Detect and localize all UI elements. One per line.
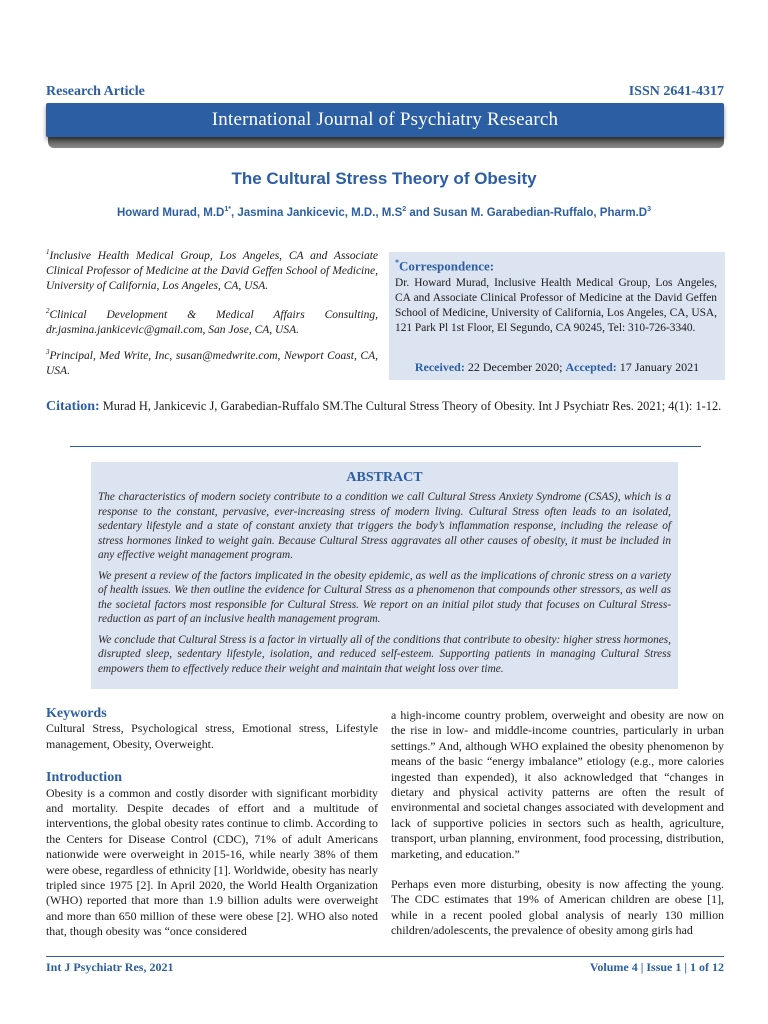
affiliation-3 (46, 345, 378, 379)
introduction-heading: Introduction (46, 770, 122, 786)
footer-journal: Int J Psychiatr Res, 2021 (46, 960, 174, 974)
footer-rule (46, 956, 724, 957)
abstract-paragraph-2: We present a review of the factors implicated in the obesity epidemic, as well as the implications of chronic stress on a variety of health issues. We then outline the evidence for Cultural Stress as a phenomenon that compounds other stressors, as well as the societal factors most responsible for Cultural Stress. We report on an initial pilot study that focuses on Cultural Stress-reduction as part of an inclusive health management program. (98, 569, 671, 625)
correspondence-heading-text: Correspondence: (399, 258, 495, 274)
author-separator: and (406, 206, 434, 219)
author-2-sup: 2 (402, 206, 407, 213)
journal-name: International Journal of Psychiatry Research (211, 109, 559, 130)
right-column (391, 708, 724, 939)
journal-banner (46, 103, 724, 137)
author-2: Jasmina Jankicevic, M.D., M.S (237, 206, 403, 219)
author-1-sup: 1* (224, 206, 231, 213)
affiliation-1 (46, 245, 378, 294)
keywords-heading: Keywords (46, 706, 107, 721)
introduction-text-right-1: a high-income country problem, overweight and obesity are now on the rise in low- and middle-income countries, particularly in urban settings.” And, although WHO explained the obesity phenomenon by means of the basic “energy imbalance” etiology (e.g., more calories ingested than expended), it also acknowledged that “changes in dietary and physical activity patterns are often the result of environmental and societal changes associated with development and lack of supportive policies in sectors such as health, agriculture, transport, urban planning, environment, food processing, distribution, marketing, and education.” (391, 708, 724, 861)
author-1: Howard Murad, M.D (116, 206, 225, 219)
correspondence-dates (389, 360, 725, 375)
affiliation-1-sup: 1 (46, 248, 50, 256)
issn: ISSN 2641-4317 (628, 84, 724, 99)
author-separator: , (230, 206, 238, 219)
author-3: Susan M. Garabedian-Ruffalo, Pharm.D (433, 206, 648, 219)
paper-title: The Cultural Stress Theory of Obesity (231, 169, 537, 188)
affiliation-3-sup: 3 (46, 348, 50, 356)
affiliation-2-text: Clinical Development & Medical Affairs Consulting, dr.jasmina.jankicevic@gmail.com, San Jose, CA, USA. (46, 308, 378, 336)
introduction-text-left: Obesity is a common and costly disorder with significant morbidity and mortality. Despite decades of effort and a multitude of interventions, the global obesity rates continue to climb. According to the Centers for Disease Control (CDC), 71% of adult Americans nationwide were overweight in 2015-16, while nearly 38% of them were obese, regardless of ethnicity [1]. Worldwide, obesity has nearly tripled since 1975 [2]. In April 2020, the World Health Organization (WHO) reported that more than 1.9 billion adults were overweight and more than 650 million of these were obese [2]. WHO also noted that, though obesity was “once considered (46, 785, 378, 939)
accepted-label: Accepted: (565, 360, 617, 374)
received-date: 22 December 2020; (467, 360, 563, 374)
correspondence-body: Dr. Howard Murad, Inclusive Health Medical Group, Los Angeles, CA and Associate Clinical Professor of Medicine at the David Geffen School of Medicine, University of California, Los Angeles, CA, USA, 121 Park Pl 1st Floor, El Segundo, CA 90245, Tel: 310-726-3340. (395, 277, 717, 335)
correspondence-sup: * (395, 258, 399, 267)
affiliation-2-sup: 2 (46, 307, 50, 315)
received-label: Received: (414, 360, 465, 374)
article-type: Research Article (46, 84, 145, 99)
citation-text: Murad H, Jankicevic J, Garabedian-Ruffalo SM.The Cultural Stress Theory of Obesity. Int J Psychiatr Res. 2021; 4(1): 1-12. (102, 399, 722, 413)
affiliation-3-text: Principal, Med Write, Inc, susan@medwrite.com, Newport Coast, CA, USA. (46, 349, 378, 377)
accepted-date: 17 January 2021 (619, 360, 700, 374)
introduction-text-right-2: Perhaps even more disturbing, obesity is now affecting the young. The CDC estimates that 19% of American children are obese [1], while in a recent pooled global analysis of nearly 130 million children/adolescents, the prevalence of obesity among girls had (391, 877, 724, 938)
abstract-paragraph-3: We conclude that Cultural Stress is a factor in virtually all of the conditions that contribute to obesity: higher stress hormones, disrupted sleep, sedentary lifestyle, isolation, and reduced self-esteem. Supporting patients in managing Cultural Stress empowers them to effectively reduce their weight and maintain that weight loss over time. (98, 633, 671, 675)
citation (46, 398, 726, 415)
abstract-paragraph-1: The characteristics of modern society contribute to a condition we call Cultural Stress Anxiety Syndrome (CSAS), which is a response to the constant, pervasive, ever-increasing stress of modern living. Cultural Stress often leads to an isolated, sedentary lifestyle and a state of constant anxiety that triggers the body’s inflammation response, including the release of stress hormones linked to weight gain. Because Cultural Stress aggravates all other causes of obesity, it must be included in any effective weight management program. (98, 491, 671, 561)
keywords-text: Cultural Stress, Psychological stress, Emotional stress, Lifestyle management, Obesity, Overweight. (46, 721, 378, 751)
correspondence-box (389, 252, 725, 380)
affiliation-1-text: Inclusive Health Medical Group, Los Angeles, CA and Associate Clinical Professor of Medicine at the David Geffen School of Medicine, University of California, Los Angeles, CA, USA. (46, 249, 378, 292)
author-3-sup: 3 (647, 206, 651, 213)
footer-page-info: Volume 4 | Issue 1 | 1 of 12 (589, 960, 724, 974)
section-divider (70, 446, 701, 447)
left-column (46, 706, 378, 940)
correspondence-heading (395, 258, 717, 274)
citation-label: Citation: (46, 399, 100, 414)
affiliation-2 (46, 304, 378, 338)
abstract-box (91, 462, 678, 689)
author-list (0, 206, 768, 219)
abstract-heading: ABSTRACT (346, 470, 423, 485)
